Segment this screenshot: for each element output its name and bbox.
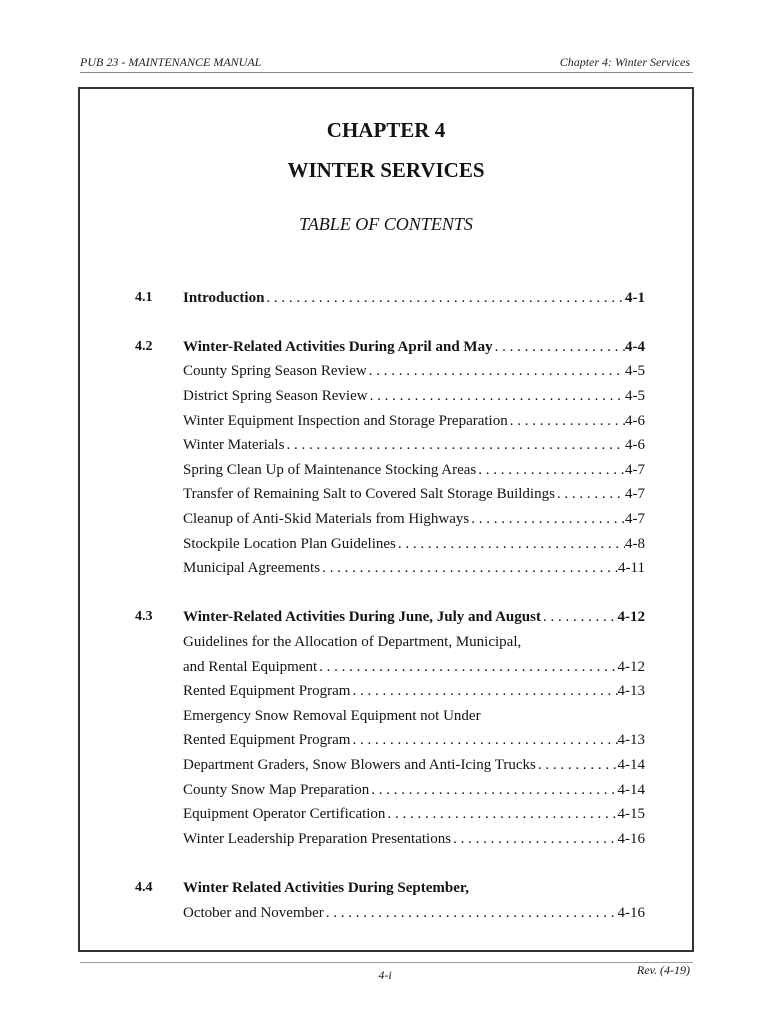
section-title: Winter-Related Activities During June, July and August xyxy=(183,609,541,626)
item-title: Winter Equipment Inspection and Storage Preparation xyxy=(183,412,508,429)
toc-entry xyxy=(183,901,645,926)
toc-entry xyxy=(183,458,645,483)
header-rule xyxy=(80,72,693,73)
page-number: 4-12 xyxy=(617,609,645,626)
item-title: and Rental Equipment xyxy=(183,658,318,675)
toc-entry xyxy=(183,335,645,360)
page-number: 4-14 xyxy=(617,756,645,773)
toc-item-row xyxy=(0,827,770,852)
toc-item-row xyxy=(0,728,770,753)
item-title: Transfer of Remaining Salt to Covered Salt Storage Buildings xyxy=(183,486,555,503)
dot-leader xyxy=(368,384,625,409)
table-of-contents xyxy=(0,286,770,950)
section-number: 4.1 xyxy=(135,289,153,305)
toc-heading: TABLE OF CONTENTS xyxy=(299,214,473,234)
page-number: 4-7 xyxy=(625,486,645,503)
running-header-title: PUB 23 - MAINTENANCE MANUAL xyxy=(80,55,262,69)
item-title: Rented Equipment Program xyxy=(183,732,351,749)
toc-section-4-3 xyxy=(0,605,770,851)
toc-entry xyxy=(183,679,645,704)
page-number: 4-15 xyxy=(617,806,645,823)
running-header-chapter: Chapter 4: Winter Services xyxy=(559,55,690,69)
page-number: 4-4 xyxy=(625,338,645,355)
toc-entry xyxy=(183,384,645,409)
dot-leader xyxy=(369,778,617,803)
toc-item-row xyxy=(0,679,770,704)
item-title: Equipment Operator Certification xyxy=(183,806,386,823)
toc-entry xyxy=(183,507,645,532)
dot-leader xyxy=(320,556,618,581)
dot-leader xyxy=(493,335,625,360)
toc-item-row xyxy=(0,384,770,409)
page-number: 4-1 xyxy=(625,289,645,306)
toc-item-row xyxy=(0,532,770,557)
chapter-title: WINTER SERVICES xyxy=(287,158,485,182)
toc-entry xyxy=(183,704,645,729)
dot-leader xyxy=(536,753,618,778)
toc-item-row xyxy=(0,433,770,458)
toc-entry xyxy=(183,728,645,753)
footer-page-number: 4-i xyxy=(378,968,392,982)
page-number: 4-7 xyxy=(625,461,645,478)
toc-item-row xyxy=(0,655,770,680)
dot-leader xyxy=(541,605,618,630)
page-number: 4-6 xyxy=(625,412,645,429)
page-number: 4-13 xyxy=(617,683,645,700)
item-title: Spring Clean Up of Maintenance Stocking Areas xyxy=(183,461,477,478)
toc-entry xyxy=(183,286,645,311)
item-title: District Spring Season Review xyxy=(183,388,368,405)
item-title: Guidelines for the Allocation of Department, Municipal, xyxy=(183,634,522,650)
dot-leader xyxy=(385,802,617,827)
toc-entry xyxy=(183,556,645,581)
footer-rule xyxy=(80,962,693,963)
dot-leader xyxy=(451,827,617,852)
toc-entry xyxy=(183,433,645,458)
toc-section-row xyxy=(0,286,770,311)
dot-leader xyxy=(317,655,617,680)
toc-section-4-1 xyxy=(0,286,770,311)
toc-entry xyxy=(183,655,645,680)
page-number: 4-5 xyxy=(625,388,645,405)
toc-entry xyxy=(183,532,645,557)
section-title: Introduction xyxy=(183,289,265,306)
toc-item-row xyxy=(0,802,770,827)
page-number: 4-5 xyxy=(625,363,645,380)
dot-leader xyxy=(508,409,625,434)
item-title: Winter Leadership Preparation Presentations xyxy=(183,830,452,847)
toc-section-4-4 xyxy=(0,876,770,925)
page-number: 4-16 xyxy=(617,904,645,921)
section-number: 4.2 xyxy=(135,338,153,354)
dot-leader xyxy=(367,359,625,384)
dot-leader xyxy=(469,507,625,532)
toc-item-row xyxy=(0,630,770,655)
page-number: 4-8 xyxy=(625,535,645,552)
section-title: Winter-Related Activities During April and May xyxy=(183,338,493,355)
toc-entry xyxy=(183,802,645,827)
dot-leader xyxy=(324,901,618,926)
item-title: Cleanup of Anti-Skid Materials from Highways xyxy=(183,511,470,528)
toc-item-row xyxy=(0,409,770,434)
toc-section-row xyxy=(0,605,770,630)
section-title: Winter Related Activities During September, xyxy=(183,879,469,896)
section-number: 4.4 xyxy=(135,879,153,895)
toc-entry xyxy=(183,359,645,384)
toc-entry xyxy=(183,409,645,434)
footer-revision: Rev. (4-19) xyxy=(636,963,690,977)
toc-entry xyxy=(183,876,645,901)
page-number: 4-7 xyxy=(625,511,645,528)
toc-section-4-2 xyxy=(0,335,770,581)
page-number: 4-12 xyxy=(617,658,645,675)
toc-entry xyxy=(183,753,645,778)
toc-item-row xyxy=(0,556,770,581)
toc-entry xyxy=(183,605,645,630)
toc-item-row xyxy=(0,901,770,926)
page-number: 4-14 xyxy=(617,781,645,798)
toc-item-row xyxy=(0,482,770,507)
item-title: Department Graders, Snow Blowers and Anti-Icing Trucks xyxy=(183,756,536,773)
page-number: 4-16 xyxy=(617,830,645,847)
toc-entry xyxy=(183,630,645,655)
toc-entry xyxy=(183,482,645,507)
chapter-number: CHAPTER 4 xyxy=(326,118,446,142)
toc-item-row xyxy=(0,778,770,803)
dot-leader xyxy=(476,458,625,483)
item-title: County Spring Season Review xyxy=(183,363,367,380)
page-number: 4-6 xyxy=(625,437,645,454)
dot-leader xyxy=(350,679,617,704)
item-title: Municipal Agreements xyxy=(183,560,321,577)
toc-item-row xyxy=(0,458,770,483)
toc-entry xyxy=(183,778,645,803)
item-title: Winter Materials xyxy=(183,437,285,454)
toc-section-row xyxy=(0,876,770,901)
dot-leader xyxy=(555,482,625,507)
item-title: County Snow Map Preparation xyxy=(183,781,370,798)
item-title: October and November xyxy=(183,904,324,921)
toc-entry xyxy=(183,827,645,852)
toc-item-row xyxy=(0,753,770,778)
section-number: 4.3 xyxy=(135,609,153,625)
page-number: 4-13 xyxy=(617,732,645,749)
page-number: 4-11 xyxy=(618,560,645,577)
dot-leader xyxy=(396,532,625,557)
item-title: Stockpile Location Plan Guidelines xyxy=(183,535,396,552)
dot-leader xyxy=(350,728,617,753)
toc-item-row xyxy=(0,704,770,729)
toc-section-row xyxy=(0,335,770,360)
dot-leader xyxy=(284,433,625,458)
item-title: Emergency Snow Removal Equipment not Under xyxy=(183,707,481,724)
toc-item-row xyxy=(0,507,770,532)
toc-item-row xyxy=(0,359,770,384)
item-title: Rented Equipment Program xyxy=(183,683,351,700)
dot-leader xyxy=(264,286,625,311)
